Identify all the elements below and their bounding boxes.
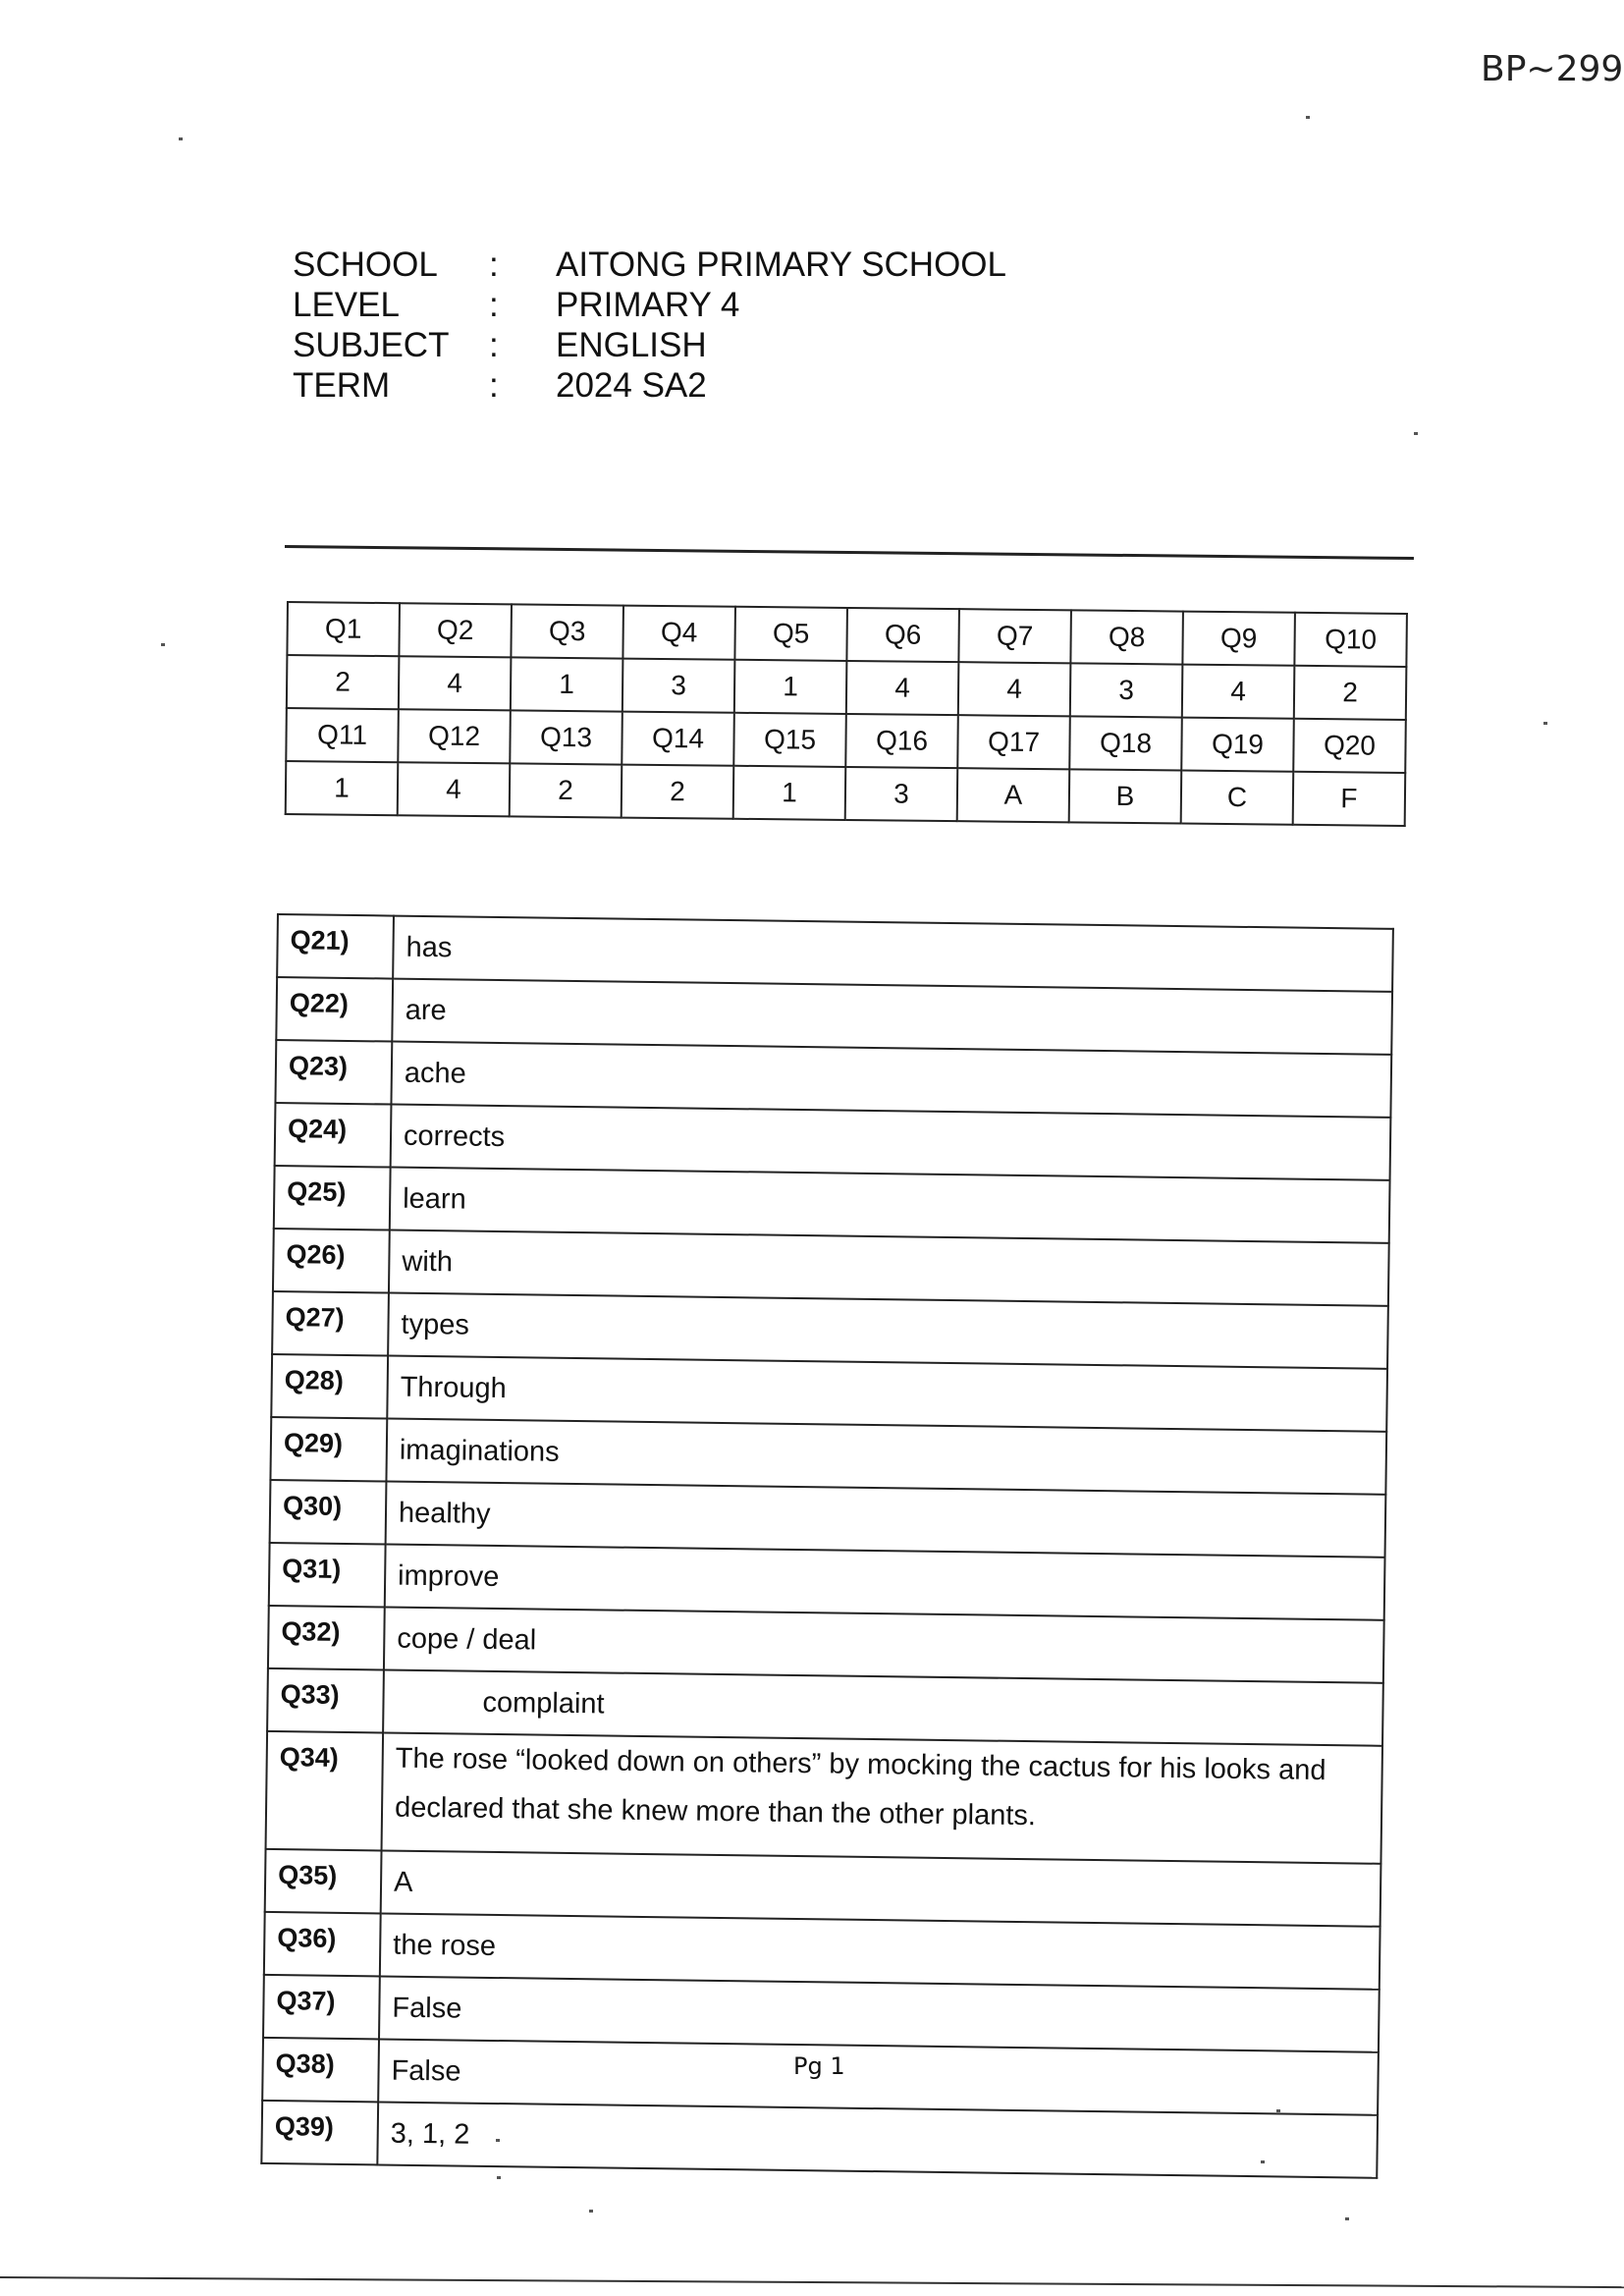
mcq-question-cell: Q2 bbox=[399, 603, 512, 657]
answer-text: with bbox=[389, 1230, 1389, 1306]
answer-text: The rose “looked down on others” by mocking the cactus for his looks and declared that she knew more than the other plants. bbox=[382, 1732, 1382, 1863]
scan-speck bbox=[1261, 2160, 1265, 2163]
scan-speck bbox=[589, 2210, 593, 2213]
question-number: Q38) bbox=[262, 2038, 379, 2103]
mcq-question-cell: Q9 bbox=[1182, 612, 1295, 666]
scan-speck bbox=[1543, 722, 1547, 725]
mcq-question-cell: Q11 bbox=[286, 708, 399, 762]
question-number: Q32) bbox=[268, 1606, 385, 1670]
question-number: Q35) bbox=[265, 1849, 382, 1914]
answer-text: A bbox=[381, 1850, 1381, 1926]
mcq-answer-cell: A bbox=[957, 768, 1070, 822]
footer-divider bbox=[0, 2276, 1624, 2288]
question-number: Q33) bbox=[267, 1668, 384, 1733]
mcq-answer-cell: 1 bbox=[733, 766, 846, 820]
info-label: LEVEL bbox=[293, 286, 400, 324]
mcq-answer-cell: 4 bbox=[1182, 665, 1295, 719]
mcq-answer-cell: 3 bbox=[845, 767, 958, 821]
answer-text: complaint bbox=[383, 1669, 1383, 1745]
mcq-question-cell: Q4 bbox=[623, 606, 735, 660]
answer-row bbox=[266, 1731, 1382, 1864]
question-number: Q36) bbox=[264, 1912, 381, 1977]
question-number: Q39) bbox=[261, 2101, 378, 2165]
question-number: Q24) bbox=[275, 1103, 392, 1168]
scan-speck bbox=[1276, 2109, 1280, 2112]
info-value: PRIMARY 4 bbox=[556, 286, 740, 324]
mcq-answer-table bbox=[285, 601, 1408, 827]
mcq-question-cell: Q8 bbox=[1070, 610, 1183, 664]
mcq-answer-cell: B bbox=[1069, 769, 1182, 823]
mcq-answer-cell: 4 bbox=[398, 762, 511, 816]
page-number: Pg 1 bbox=[793, 2052, 845, 2080]
mcq-question-cell: Q16 bbox=[845, 714, 958, 768]
answer-text: are bbox=[392, 979, 1392, 1055]
answer-text: learn bbox=[390, 1168, 1390, 1243]
answer-text: types bbox=[388, 1293, 1388, 1369]
mcq-question-cell: Q10 bbox=[1294, 613, 1407, 667]
question-number: Q22) bbox=[276, 977, 393, 1042]
mcq-question-cell: Q12 bbox=[398, 709, 511, 763]
question-number: Q31) bbox=[269, 1543, 386, 1608]
info-row-level bbox=[293, 286, 1006, 326]
mcq-answer-cell: 1 bbox=[286, 761, 399, 815]
mcq-question-cell: Q7 bbox=[958, 609, 1071, 663]
mcq-question-cell: Q1 bbox=[287, 602, 400, 656]
scan-speck bbox=[496, 2139, 500, 2142]
scan-speck bbox=[179, 137, 183, 140]
mcq-answer-cell: 4 bbox=[399, 656, 512, 710]
answer-text: 3, 1, 2 bbox=[377, 2102, 1378, 2177]
question-number: Q21) bbox=[277, 914, 394, 979]
info-value: 2024 SA2 bbox=[556, 366, 707, 405]
answer-text: cope / deal bbox=[384, 1607, 1384, 1682]
exam-info bbox=[293, 246, 1006, 407]
info-label: SCHOOL bbox=[293, 246, 438, 284]
scan-speck bbox=[1414, 432, 1418, 435]
mcq-answer-cell: 3 bbox=[623, 659, 735, 713]
question-number: Q27) bbox=[272, 1291, 389, 1356]
question-number: Q29) bbox=[270, 1417, 387, 1482]
answer-row bbox=[261, 2101, 1378, 2178]
mcq-question-cell: Q17 bbox=[957, 715, 1070, 769]
question-number: Q34) bbox=[266, 1731, 384, 1851]
scan-speck bbox=[161, 643, 165, 646]
answer-text: imaginations bbox=[386, 1419, 1386, 1495]
mcq-question-cell: Q18 bbox=[1069, 716, 1182, 770]
info-value: ENGLISH bbox=[556, 326, 707, 364]
answer-text: ache bbox=[391, 1042, 1391, 1118]
answer-text: improve bbox=[385, 1545, 1385, 1620]
info-colon: : bbox=[489, 326, 499, 364]
mcq-question-cell: Q20 bbox=[1293, 719, 1406, 773]
question-number: Q28) bbox=[271, 1354, 388, 1419]
scan-speck bbox=[497, 2176, 501, 2179]
question-number: Q25) bbox=[274, 1166, 391, 1230]
mcq-answer-cell: 4 bbox=[846, 661, 959, 715]
info-colon: : bbox=[489, 366, 499, 405]
info-value: AITONG PRIMARY SCHOOL bbox=[556, 246, 1006, 284]
question-number: Q26) bbox=[273, 1229, 390, 1293]
page-code: BP~299 bbox=[1481, 49, 1624, 89]
answer-text: has bbox=[393, 916, 1393, 992]
answer-text: False bbox=[379, 1976, 1380, 2051]
header-divider bbox=[285, 545, 1414, 560]
info-label: TERM bbox=[293, 366, 391, 405]
question-number: Q37) bbox=[263, 1975, 380, 2040]
info-row-school bbox=[293, 246, 1006, 286]
mcq-answer-row bbox=[286, 761, 1406, 826]
mcq-answer-cell: 1 bbox=[511, 657, 623, 711]
mcq-question-cell: Q13 bbox=[510, 710, 623, 764]
answer-text: corrects bbox=[391, 1105, 1391, 1180]
mcq-question-cell: Q15 bbox=[733, 713, 846, 767]
mcq-answer-cell: 2 bbox=[1294, 666, 1407, 720]
question-number: Q30) bbox=[270, 1480, 387, 1545]
scan-speck bbox=[1306, 116, 1310, 119]
info-colon: : bbox=[489, 286, 499, 324]
mcq-question-cell: Q6 bbox=[846, 608, 959, 662]
mcq-answer-cell: 2 bbox=[510, 763, 623, 817]
mcq-question-cell: Q19 bbox=[1181, 718, 1294, 772]
mcq-question-cell: Q5 bbox=[734, 607, 847, 661]
info-row-subject bbox=[293, 326, 1006, 366]
mcq-answer-cell: F bbox=[1293, 772, 1406, 826]
scan-speck bbox=[1345, 2217, 1349, 2220]
mcq-answer-cell: C bbox=[1181, 771, 1294, 825]
mcq-answer-cell: 2 bbox=[287, 655, 400, 709]
mcq-answer-cell: 3 bbox=[1070, 663, 1183, 717]
answer-text: healthy bbox=[386, 1482, 1386, 1558]
answer-text: Through bbox=[387, 1356, 1387, 1432]
answer-text: False bbox=[378, 2039, 1379, 2114]
mcq-question-cell: Q3 bbox=[511, 604, 623, 658]
mcq-question-cell: Q14 bbox=[622, 712, 734, 766]
answer-text: the rose bbox=[380, 1913, 1380, 1989]
mcq-answer-cell: 4 bbox=[958, 662, 1071, 716]
open-answer-table bbox=[260, 913, 1394, 2179]
info-colon: : bbox=[489, 246, 499, 284]
question-number: Q23) bbox=[275, 1040, 392, 1105]
info-row-term bbox=[293, 366, 1006, 407]
mcq-answer-cell: 1 bbox=[734, 660, 847, 714]
info-label: SUBJECT bbox=[293, 326, 450, 364]
mcq-answer-cell: 2 bbox=[622, 765, 734, 819]
